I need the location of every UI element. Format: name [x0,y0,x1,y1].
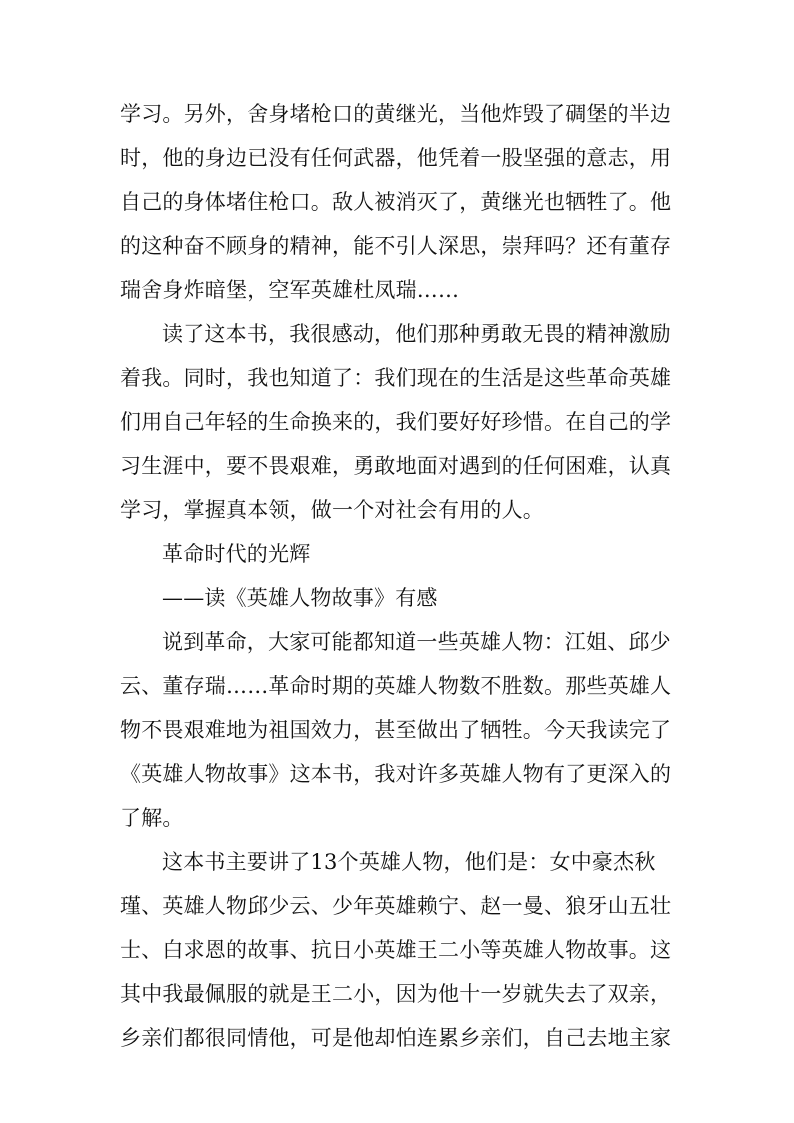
text-line: 学习。另外，舍身堵枪口的黄继光，当他炸毁了碉堡的半边 [120,102,672,126]
text-line: 士、白求恩的故事、抗日小英雄王二小等英雄人物故事。这 [120,938,672,962]
essay-subtitle: ——读《英雄人物故事》有感 [162,586,438,610]
text-line: 云、董存瑞……革命时期的英雄人物数不胜数。那些英雄人 [120,674,672,698]
text-line: 们用自己年轻的生命换来的，我们要好好珍惜。在自己的学 [120,410,672,434]
text-line: 自己的身体堵住枪口。敌人被消灭了，黄继光也牺牲了。他 [120,190,672,214]
essay-title: 革命时代的光辉 [162,542,311,566]
text-line: 乡亲们都很同情他，可是他却怕连累乡亲们，自己去地主家 [120,1026,672,1050]
text-line: 学习，掌握真本领，做一个对社会有用的人。 [120,498,544,522]
text-line: 物不畏艰难地为祖国效力，甚至做出了牺牲。今天我读完了 [120,718,672,742]
text-line: 瑾、英雄人物邱少云、少年英雄赖宁、赵一曼、狼牙山五壮 [120,894,672,918]
text-line: 瑞舍身炸暗堡，空军英雄杜凤瑞…… [120,278,460,302]
paragraph-first-line: 读了这本书，我很感动，他们那种勇敢无畏的精神激励 [162,322,671,346]
text-line: 的这种奋不顾身的精神，能不引人深思，崇拜吗？还有董存 [120,234,672,258]
text-line: 《英雄人物故事》这本书，我对许多英雄人物有了更深入的 [120,762,672,786]
text-line: 着我。同时，我也知道了：我们现在的生活是这些革命英雄 [120,366,672,390]
text-line: 习生涯中，要不畏艰难，勇敢地面对遇到的任何困难，认真 [120,454,672,478]
text-line: 其中我最佩服的就是王二小，因为他十一岁就失去了双亲， [120,982,672,1006]
paragraph-first-line: 说到革命，大家可能都知道一些英雄人物：江姐、邱少 [162,630,671,654]
paragraph-first-line: 这本书主要讲了13个英雄人物，他们是：女中豪杰秋 [162,850,656,874]
text-line: 了解。 [120,806,184,830]
text-line: 时，他的身边已没有任何武器，他凭着一股坚强的意志，用 [120,146,672,170]
